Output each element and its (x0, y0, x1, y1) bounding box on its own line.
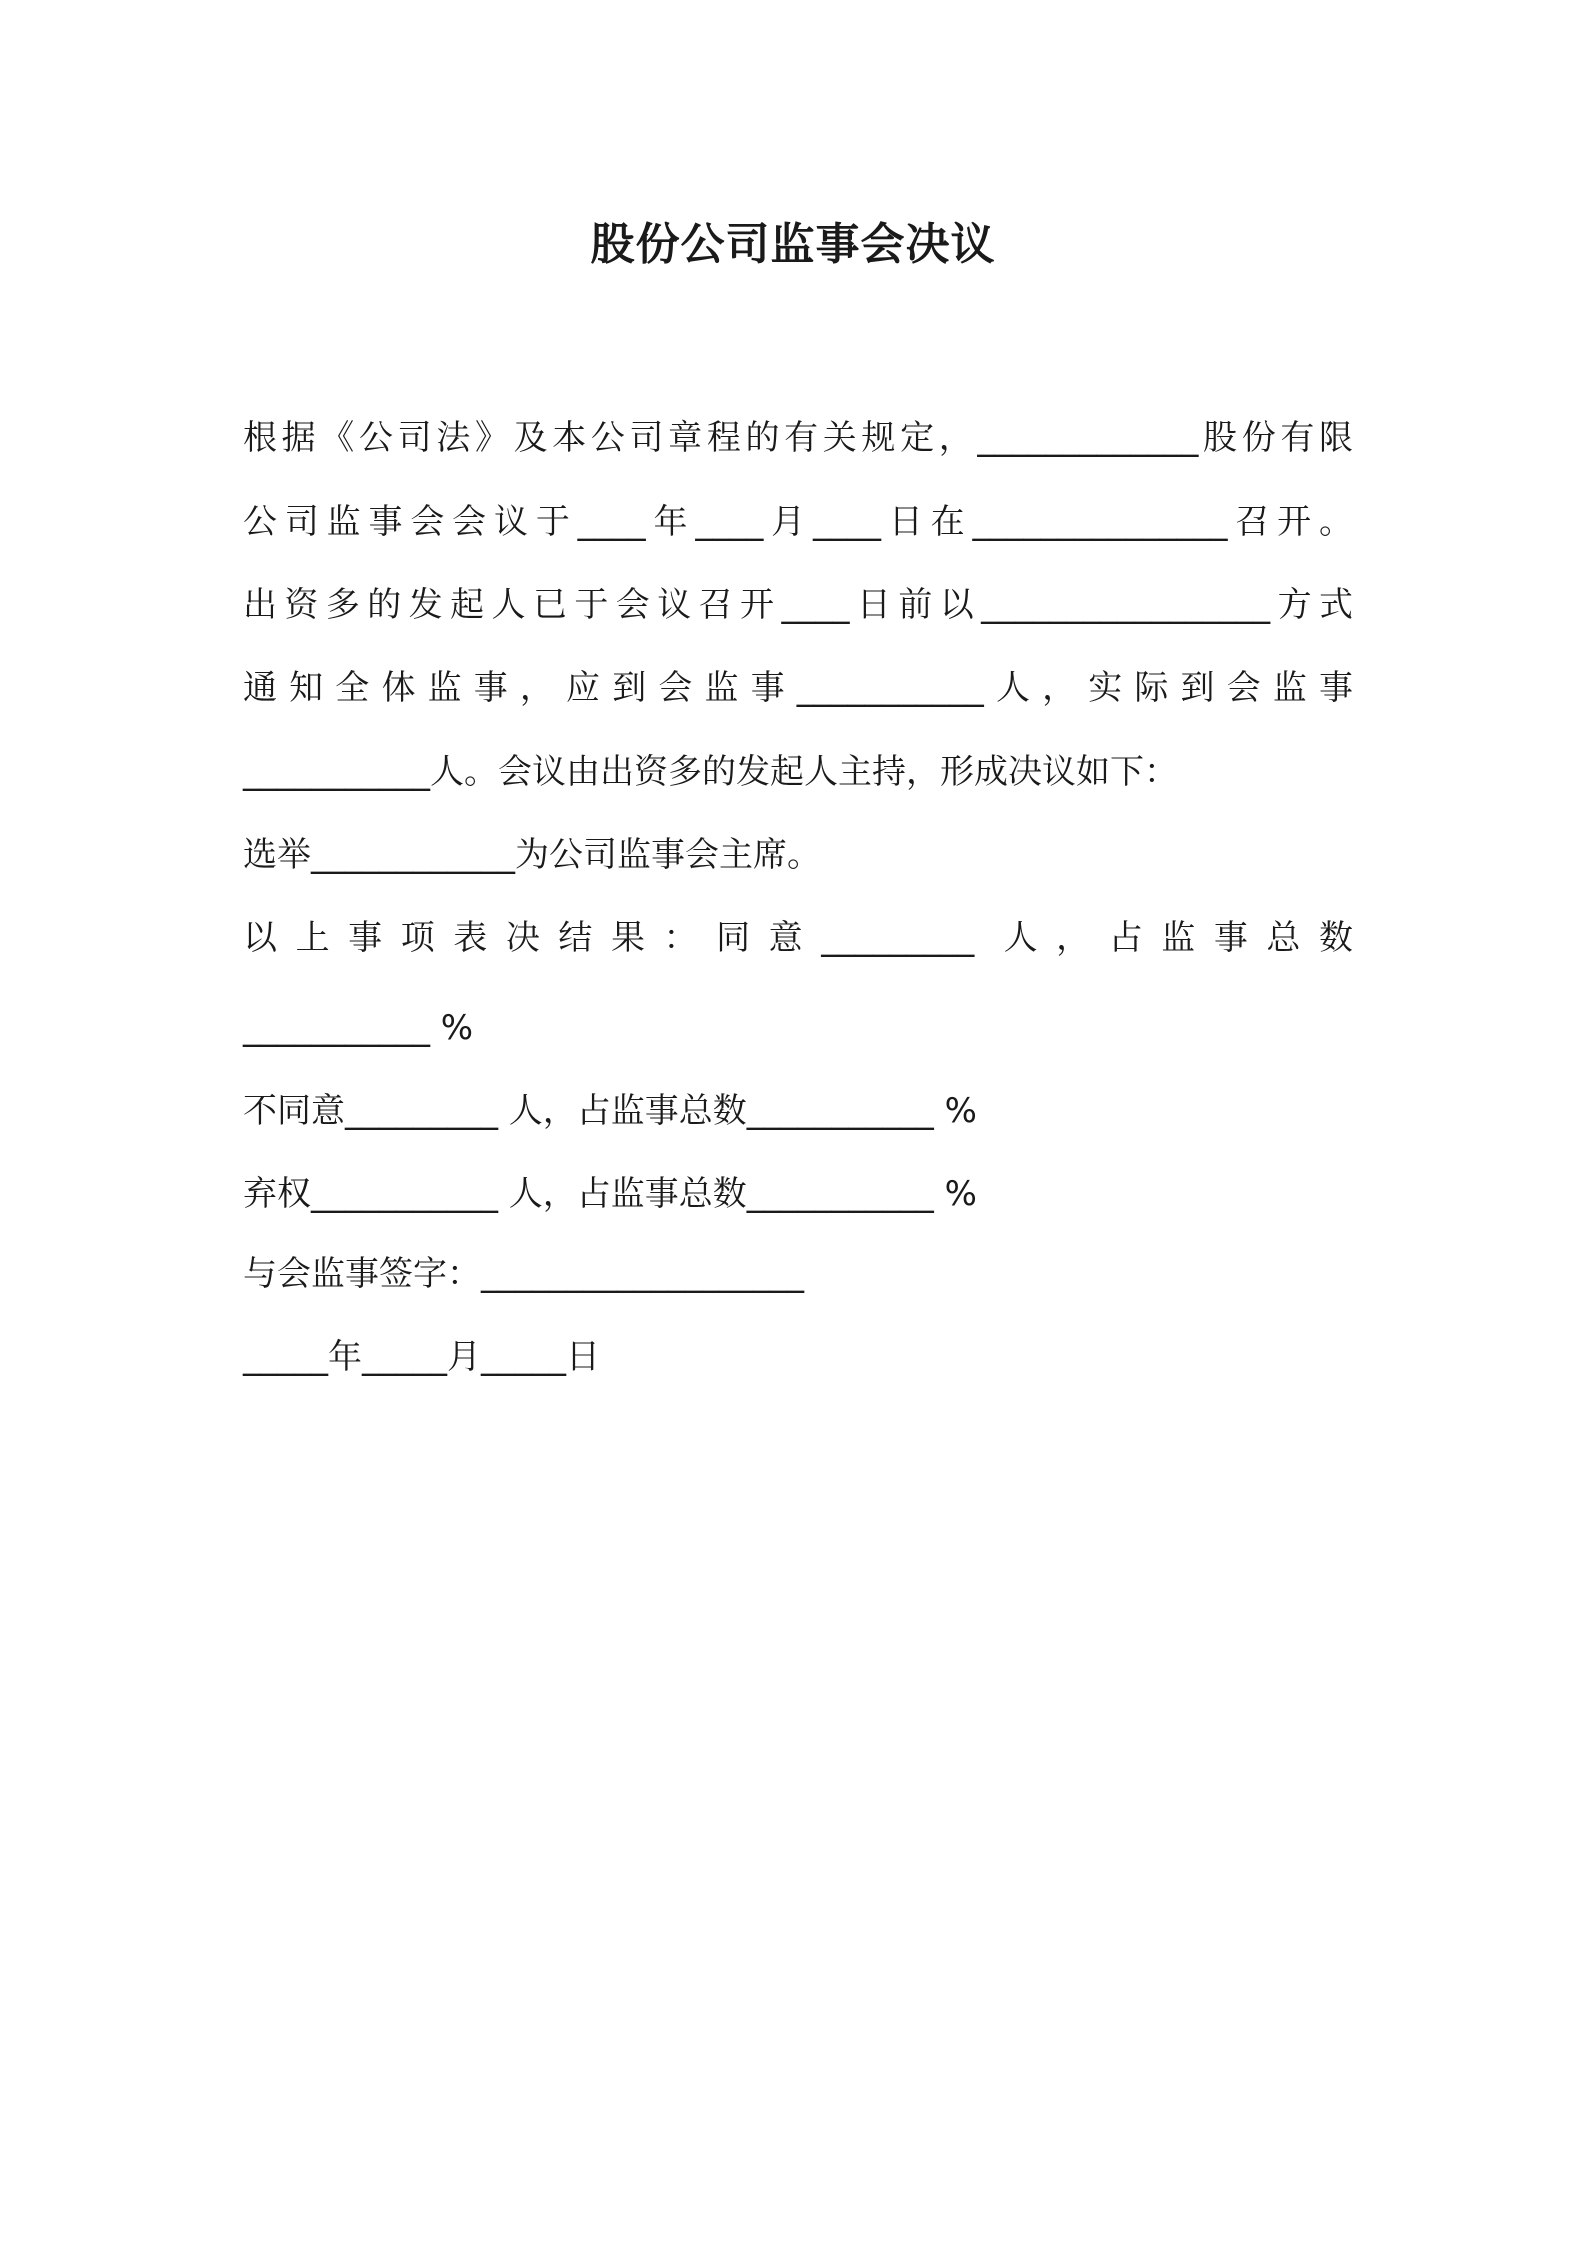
document-title: 股份公司监事会决议 (590, 219, 996, 270)
paragraph-line-4: 通知全体监事，应到会监事___________人，实际到会监事 (243, 668, 1353, 708)
paragraph-line-5: ___________人。会议由出资多的发起人主持，形成决议如下： (243, 752, 1178, 792)
signature-line: 与会监事签字：___________________ (243, 1254, 804, 1294)
paragraph-line-3: 出资多的发起人已于会议召开____日前以_________________方式 (243, 585, 1353, 625)
vote-result-percent-line: ___________ % (243, 1008, 474, 1048)
paragraph-line-2: 公司监事会会议于____年____月____日在_______________召开。 (243, 502, 1353, 542)
abstain-line: 弃权___________ 人，占监事总数___________ % (243, 1174, 977, 1214)
vote-result-line: 以上事项表决结果：同意_________ 人，占监事总数 (243, 918, 1353, 958)
disagree-line: 不同意_________ 人，占监事总数___________ % (243, 1091, 977, 1131)
date-line: _____年_____月_____日 (243, 1337, 600, 1377)
paragraph-line-1: 根据《公司法》及本公司章程的有关规定，_____________股份有限 (243, 418, 1353, 458)
election-line: 选举____________为公司监事会主席。 (243, 835, 821, 875)
